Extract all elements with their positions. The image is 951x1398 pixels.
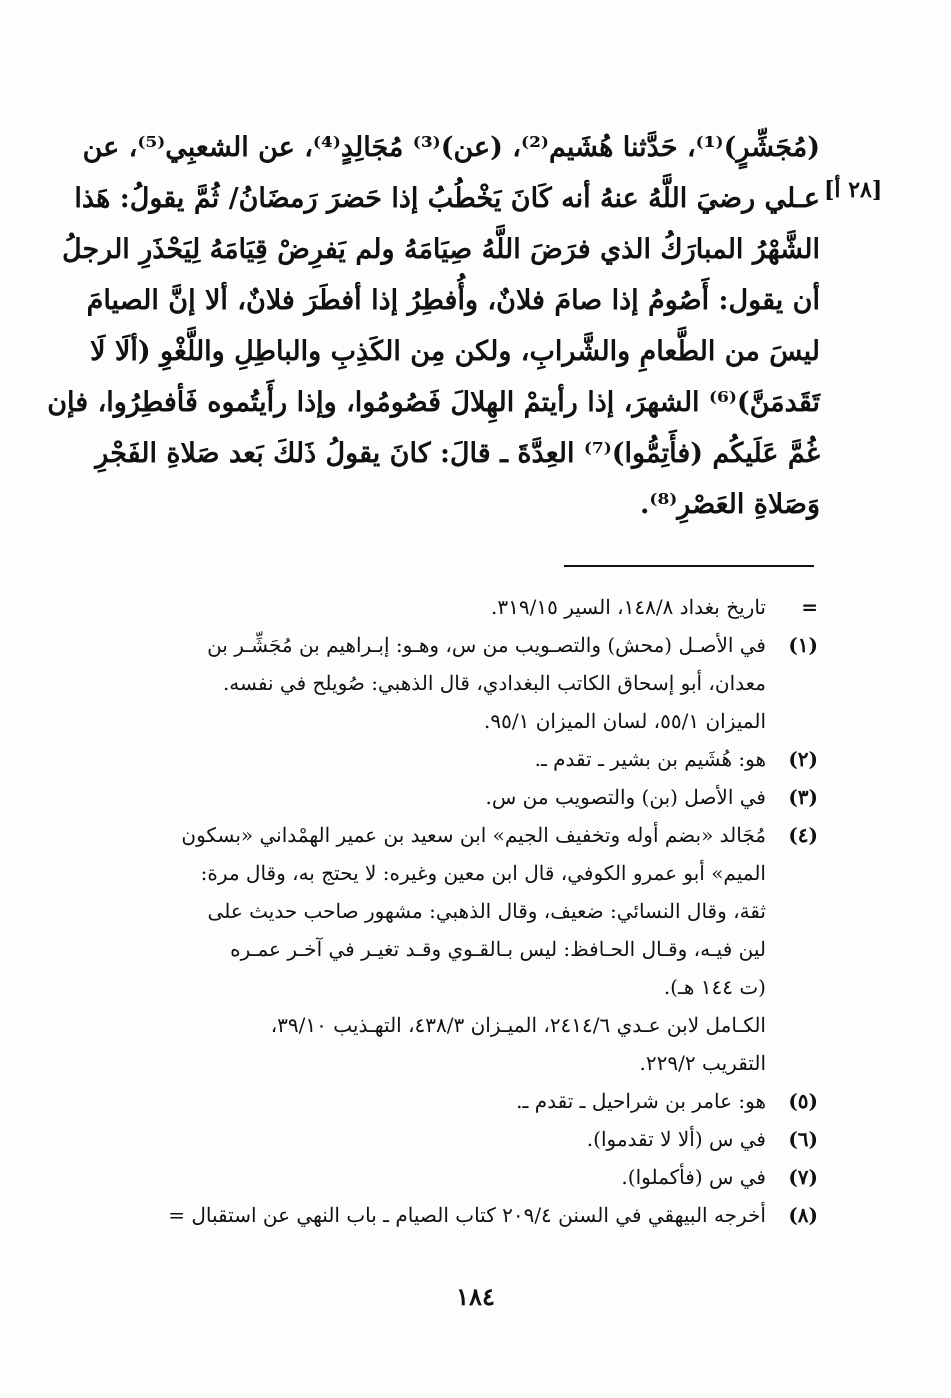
main-text-line: غُمَّ عَلَيكُم (فأَتِمُّوا)⁽⁷⁾ العِدَّةَ ـ قالَ: كانَ يقولُ ذَلكَ بَعد صَلاةِ الفَجْرِ [95, 438, 820, 469]
footnote-number: (٣) [788, 785, 818, 809]
footnote-line: الميم» أبو عمرو الكوفي، قال ابن معين وغيره: لا يحتج به، وقال مرة: [200, 861, 766, 885]
footnote-line: أخرجه البيهقي في السنن ٢٠٩/٤ كتاب الصيام ـ باب النهي عن استقبال = [168, 1203, 766, 1227]
main-text-line: (مُجَشِّرٍ)⁽¹⁾، حَدَّثنا هُشَيم⁽²⁾، (عن)⁽³⁾ مُجَالِدٍ⁽⁴⁾، عن الشعبِي⁽⁵⁾، عن [82, 132, 820, 163]
footnote-line: التقريب ٢٢٩/٢. [639, 1051, 766, 1075]
footnote-line: الميزان ٥٥/١، لسان الميزان ٩٥/١. [484, 709, 766, 733]
footnote-text [118, 740, 766, 778]
footnote-line: الكـامل لابن عـدي ٢٤١٤/٦، الميـزان ٤٣٨/٣، التهـذيب ٣٩/١٠، [270, 1013, 766, 1037]
footnote-line: ثقة، وقال النسائي: ضعيف، وقال الذهبي: مشهور صاحب حديث على [207, 899, 766, 923]
footnote-number: (١) [788, 633, 818, 657]
footnote-text [118, 1082, 766, 1120]
footnote-number: (٥) [788, 1089, 818, 1113]
footnote [118, 588, 818, 626]
footnote [118, 1196, 818, 1234]
footnote-number: (٧) [788, 1165, 818, 1189]
footnote-line: (ت ١٤٤ هـ). [663, 975, 766, 999]
main-text-line: أن يقول: أَصُومُ إذا صامَ فلانٌ، وأُفطِرُ إذا أفطَرَ فلانٌ، ألا إنَّ الصيامَ [86, 285, 820, 316]
footnote-text [118, 1120, 766, 1158]
footnote [118, 778, 818, 816]
footnote-text [118, 1196, 766, 1234]
main-text-line: الشَّهْرُ المبارَكُ الذي فرَضَ اللَّهُ صِيَامَهُ ولم يَفرِضْ قِيَامَهُ لِيَحْذَرِ الرجلُ [62, 234, 820, 265]
footnote-number: (٨) [788, 1203, 818, 1227]
footnote-line: مُجَالد «بضم أوله وتخفيف الجيم» ابن سعيد بن عمير الهمْداني «بسكون [181, 823, 766, 847]
footnote [118, 1120, 818, 1158]
footnote-line: في الأصـل (محش) والتصـويب من س، وهـو: إبـراهيم بن مُجَشِّـر بن [207, 633, 766, 657]
page-number: ١٨٤ [456, 1282, 495, 1311]
footnote-text [118, 588, 766, 626]
main-text [47, 122, 820, 530]
footnote-text [118, 1158, 766, 1196]
footnote-text [118, 816, 766, 1082]
footnote [118, 1082, 818, 1120]
footnote-number: (٦) [788, 1127, 818, 1151]
main-text-line: ليسَ من الطَّعامِ والشَّرابِ، ولكن مِن الكَذِبِ والباطِلِ واللَّغْوِ (ألَا لَا [90, 336, 820, 367]
footnote-line: هو: عامر بن شراحيل ـ تقدم ـ. [516, 1089, 766, 1113]
footnote-line: في س (ألا لا تقدموا). [586, 1127, 766, 1151]
footnote [118, 1158, 818, 1196]
main-text-line: عـلي رضيَ اللَّهُ عنهُ أنه كَانَ يَخْطُبُ إذا حَضرَ رَمضَانُ/ ثُمَّ يقولُ: هَذا [74, 183, 820, 214]
footnote-line: في س (فأكملوا). [621, 1165, 766, 1189]
footnote-line: تاريخ بغداد ١٤٨/٨، السير ٣١٩/١٥. [491, 595, 766, 619]
footnote-line: في الأصل (بن) والتصويب من س. [485, 785, 766, 809]
footnote-number: (٤) [788, 823, 818, 847]
footnote [118, 626, 818, 740]
footnote-line: هو: هُشَيم بن بشير ـ تقدم ـ. [534, 747, 766, 771]
footnote-text [118, 778, 766, 816]
main-text-line: وَصَلاةِ العَصْرِ⁽⁸⁾. [639, 489, 820, 520]
footnote [118, 816, 818, 1082]
footnote-separator [564, 565, 814, 567]
footnote-number: (٢) [788, 747, 818, 771]
footnote-line: لين فيـه، وقـال الحـافظ: ليس بـالقـوي وقـد تغيـر في آخـر عمـره [230, 937, 766, 961]
footnote-number: = [801, 595, 818, 619]
footnote-text [118, 626, 766, 740]
footnote-line: معدان، أبو إسحاق الكاتب البغدادي، قال الذهبي: صُويلح في نفسه. [222, 671, 766, 695]
footnote [118, 740, 818, 778]
manuscript-folio-marker: [٢٨ أ] [824, 177, 883, 203]
main-text-line: تَقَدمَنَّ)⁽⁶⁾ الشهرَ، إذا رأيتمْ الهِلالَ فَصُومُوا، وإذا رأَيتُموه فَأفطِرُوا، فإن [47, 387, 820, 418]
footnotes [118, 588, 818, 1234]
